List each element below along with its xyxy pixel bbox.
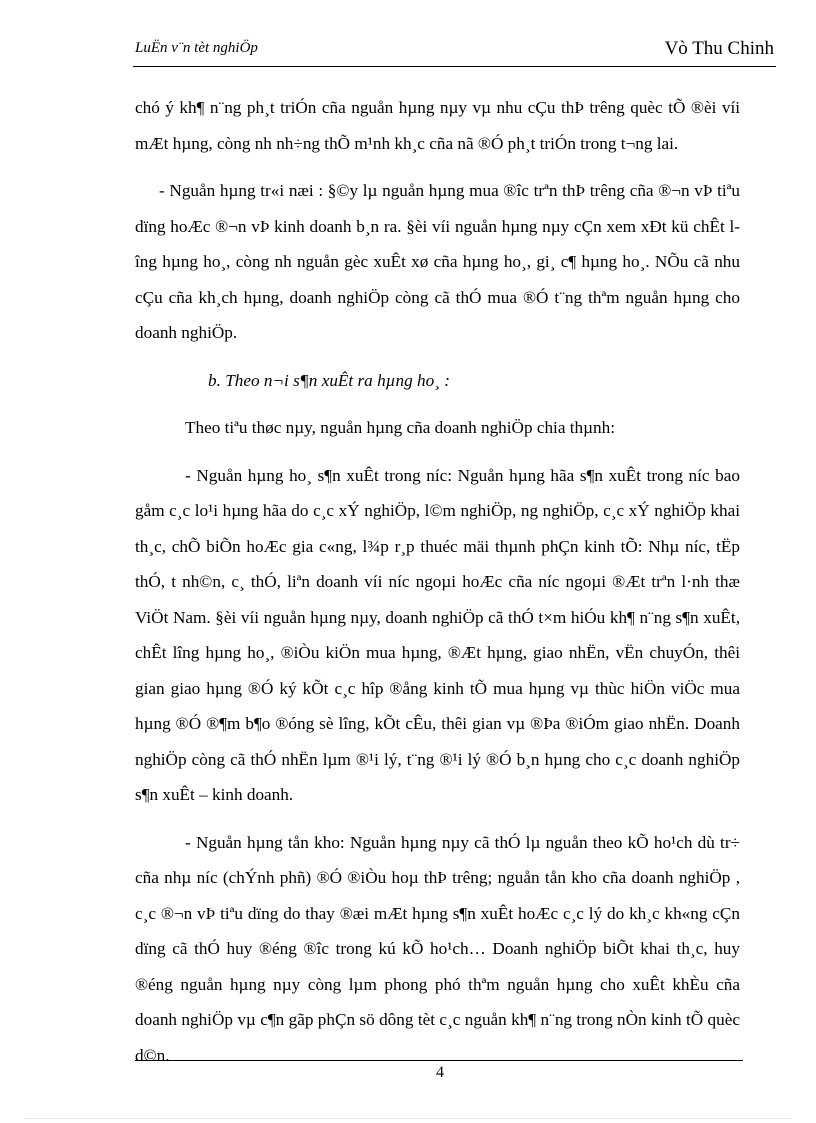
footer-rule <box>135 1060 743 1061</box>
header-document-title: LuËn v¨n tèt nghiÖp <box>135 40 258 56</box>
header-author-name: Vò Thu Chinh <box>664 38 774 59</box>
paragraph-continued: chó ý kh¶ n¨ng ph¸t triÓn cña nguån hµng nµy vµ nhu cÇu thÞ trêng quèc tÕ ®èi víi mÆt hµng, còng nh nh÷ng thÕ m¹nh kh¸c cña nã ®Ó ph¸t triÓn trong t¬ng lai. <box>135 98 740 153</box>
page-number: 4 <box>436 1064 444 1081</box>
header-rule <box>133 66 776 67</box>
page-edge-dotted-line <box>25 1118 791 1119</box>
subheading-by-production-place: b. Theo n¬i s¶n xuÊt ra hµng ho¸ : <box>208 370 450 390</box>
paragraph-criteria: Theo tiªu thøc nµy, nguån hµng cña doanh nghiÖp chia thµnh: <box>185 418 615 437</box>
paragraph-floating-source: - Nguån hµng tr«i næi : §©y lµ nguån hµng mua ®îc trªn thÞ trêng cña ®¬n vÞ tiªu dïng hoÆc ®¬n vÞ kinh doanh b¸n ra. §èi víi nguån hµng nµy cÇn xem xÐt kü chÊt lîng hµng ho¸, còng nh nguån gèc xuÊt xø cña hµng ho¸, gi¸ c¶ hµng ho¸. NÕu cã nhu cÇu cña kh¸ch hµng, doanh nghiÖp còng cã thÓ mua ®Ó t¨ng thªm nguån hµng cho doanh nghiÖp. <box>135 181 740 342</box>
paragraph-inventory-source: - Nguån hµng tån kho: Nguån hµng nµy cã thÓ lµ nguån theo kÕ ho¹ch dù tr÷ cña nhµ níc (chÝnh phñ) ®Ó ®iÒu hoµ thÞ trêng; nguån tån kho cña doanh nghiÖp , c¸c ®¬n vÞ tiªu dïng do thay ®æi mÆt hµng s¶n xuÊt hoÆc c¸c lý do kh¸c kh«ng cÇn dïng cã thÓ huy ®éng ®îc trong kú kÕ ho¹ch… Doanh nghiÖp biÕt khai th¸c, huy ®éng nguån hµng nµy còng lµm phong phó thªm nguån hµng cho xuÊt khÈu cña doanh nghiÖp vµ c¶n gãp phÇn sö dông tèt c¸c nguån kh¶ n¨ng trong nÒn kinh tÕ quèc d©n. <box>135 832 740 1065</box>
paragraph-domestic-source: - Nguån hµng ho¸ s¶n xuÊt trong níc: Nguån hµng hãa s¶n xuÊt trong níc bao gåm c¸c lo¹i hµng hãa do c¸c xÝ nghiÖp, l©m nghiÖp, ng nghiÖp, c¸c xÝ nghiÖp khai th¸c, chÕ biÕn hoÆc gia c«ng, l¾p r¸p thuéc mäi thµnh phÇn kinh tÕ: Nhµ níc, tËp thÓ, t nh©n, c¸ thÓ, liªn doanh víi níc ngoµi hoÆc cña níc ngoµi ®Æt trªn l·nh thæ ViÖt Nam. §èi víi nguån hµng nµy, doanh nghiÖp cã thÓ t×m hiÓu kh¶ n¨ng s¶n xuÊt, chÊt lîng hµng ho¸, ®iÒu kiÖn mua hµng, ®Æt hµng, giao nhËn, vËn chuyÓn, thêi gian giao hµng ®Ó ký kÕt c¸c hîp ®ång kinh tÕ mua hµng vµ thùc hiÖn viÖc mua hµng ®Ó ®¶m b¶o ®óng sè lîng, kÕt cÊu, thêi gian vµ ®Þa ®iÓm giao nhËn. Doanh nghiÖp còng cã thÓ nhËn lµm ®¹i lý, t¨ng ®¹i lý ®Ó b¸n hµng cho c¸c doanh nghiÖp s¶n xuÊt – kinh doanh. <box>135 465 740 804</box>
page-body <box>135 90 740 1073</box>
